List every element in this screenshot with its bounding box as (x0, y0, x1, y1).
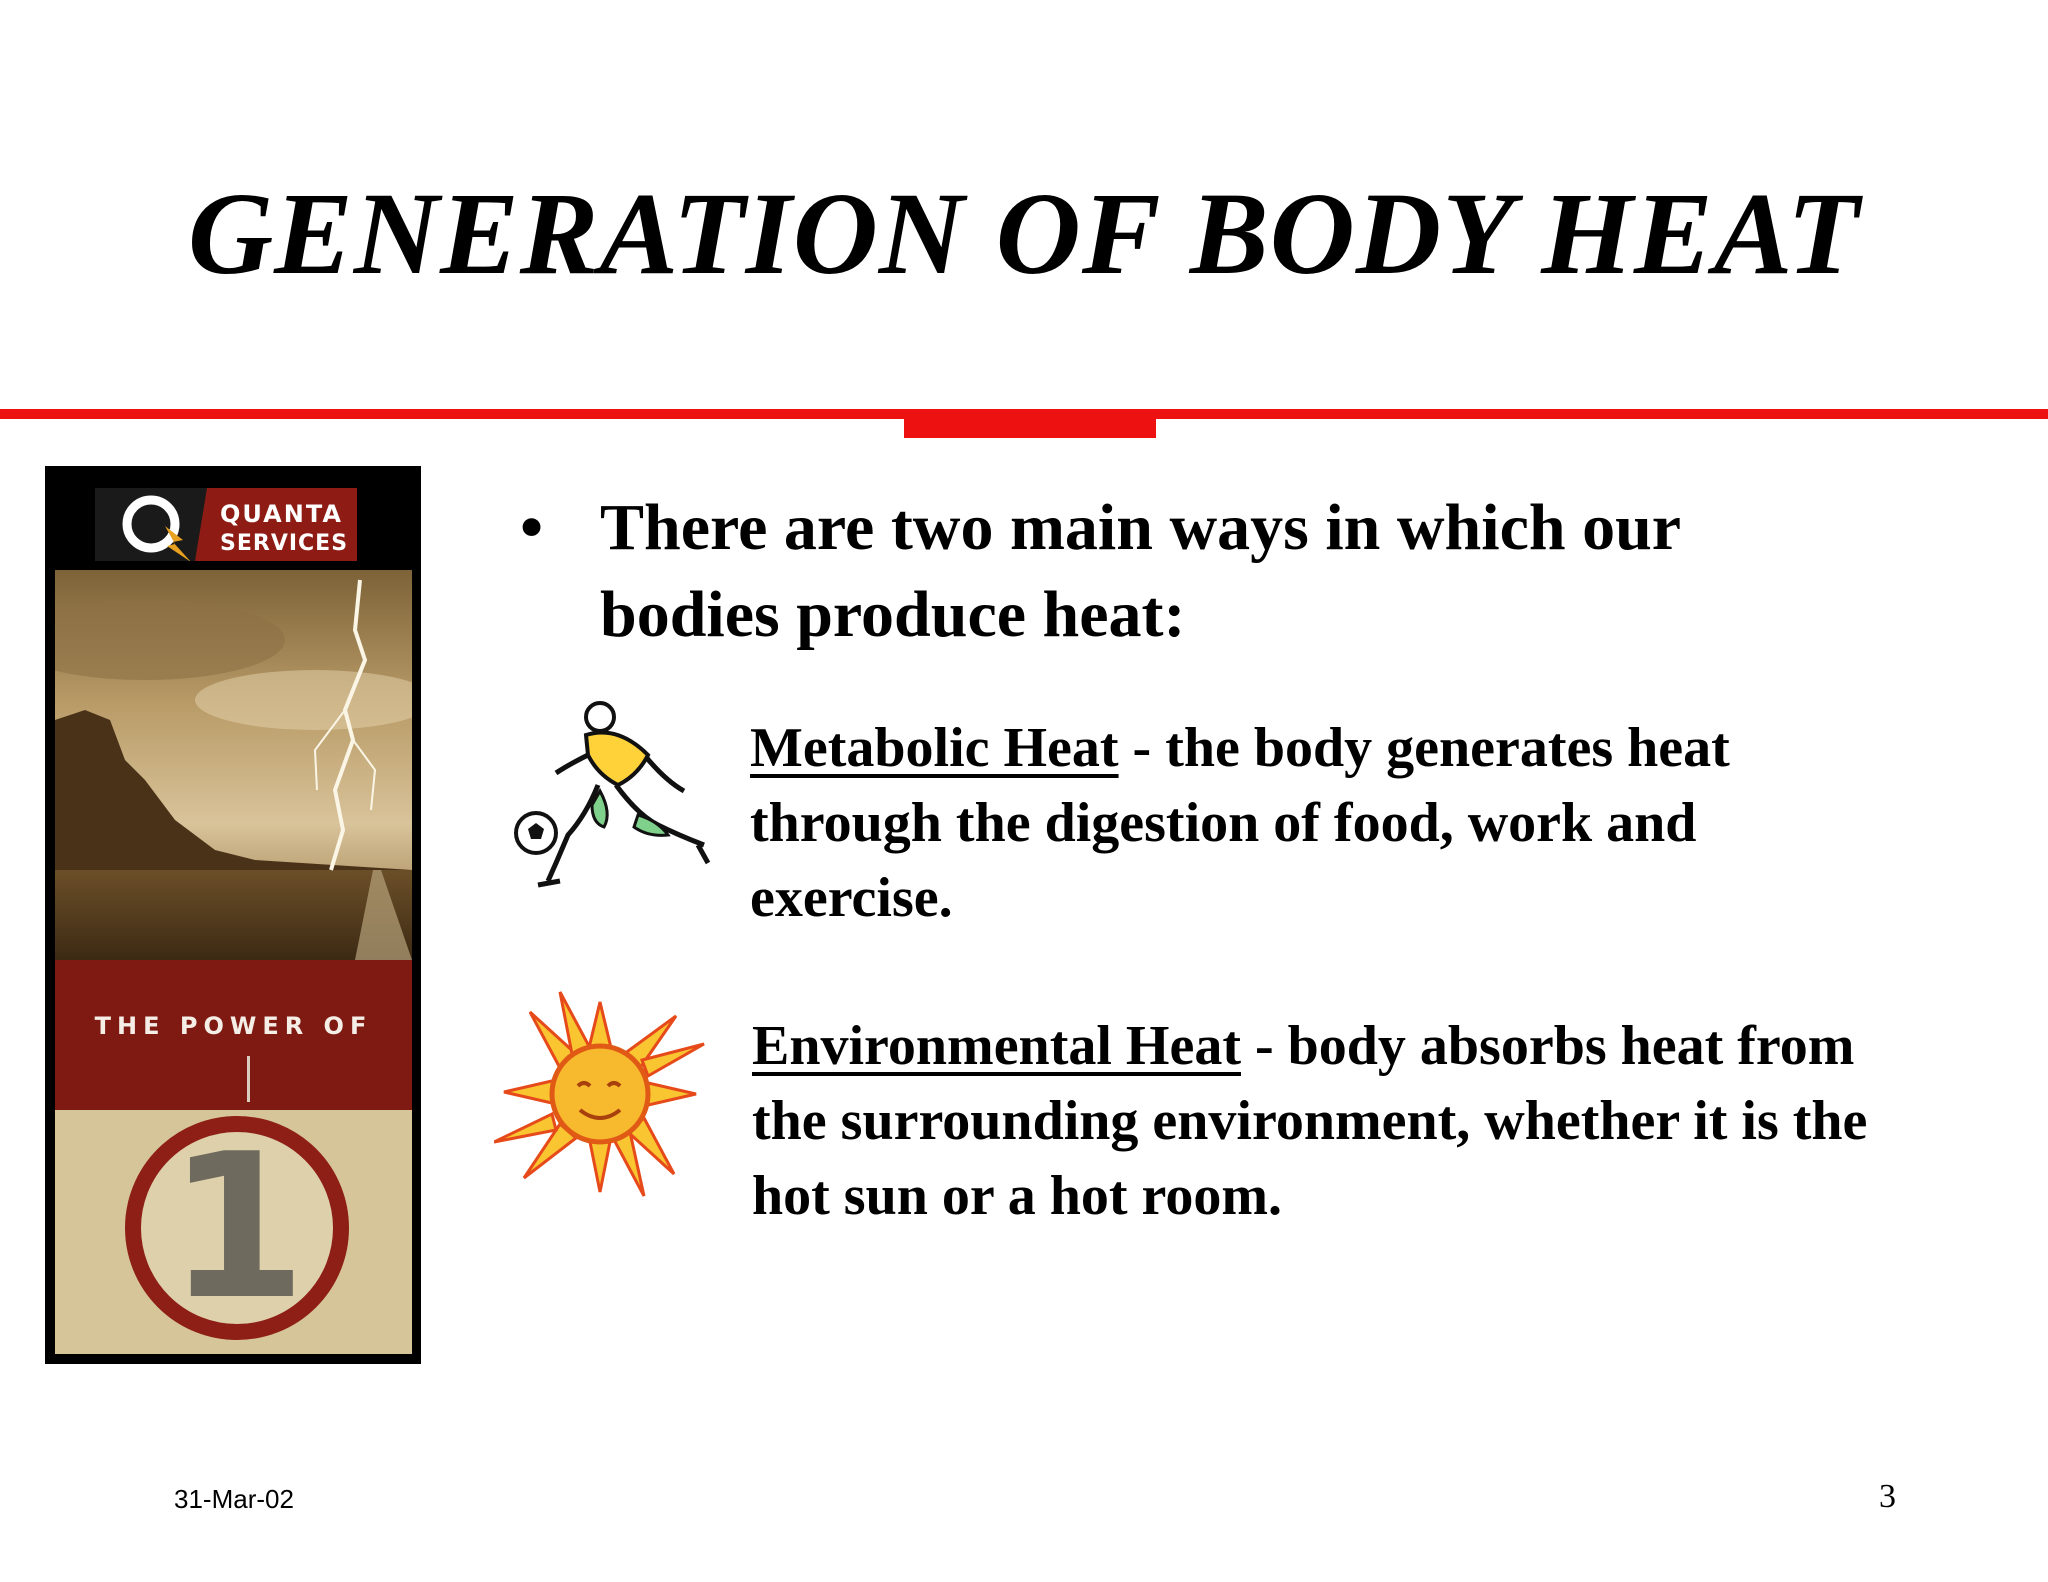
banner-number-one: 1 (167, 1111, 307, 1344)
sun-icon (494, 982, 706, 1204)
banner-number-block (55, 1110, 412, 1354)
bullet-text: There are two main ways in which our bodies produce heat: (600, 491, 1680, 651)
bullet-marker: • (520, 491, 544, 564)
soccer-player-icon (508, 695, 718, 905)
footer-date: 31-Mar-02 (174, 1484, 294, 1514)
title-divider-tab (904, 409, 1156, 438)
slide-title: GENERATION OF BODY HEAT (187, 168, 1861, 299)
environmental-heat-description: - body absorbs heat from the surrounding environment, whether it is the hot sun or a hot room. (752, 1015, 1868, 1227)
lightning-landscape-photo (55, 570, 412, 960)
environmental-heat-term: Environmental Heat (752, 1015, 1241, 1077)
logo-text-quanta: QUANTA (220, 500, 343, 528)
metabolic-heat-description: - the body generates heat through the digestion of food, work and exercise. (750, 717, 1730, 929)
environmental-heat-item (752, 1009, 1902, 1234)
banner-connector-line (247, 1056, 250, 1102)
page-number: 3 (1879, 1478, 1896, 1515)
banner-tagline-block (55, 960, 412, 1110)
banner-tagline: THE POWER OF (94, 1012, 373, 1040)
quanta-banner-image (45, 466, 421, 1364)
logo-text-services: SERVICES (220, 531, 349, 556)
metabolic-heat-term: Metabolic Heat (750, 717, 1119, 779)
quanta-services-logo (95, 488, 357, 561)
metabolic-heat-item (750, 711, 1900, 936)
